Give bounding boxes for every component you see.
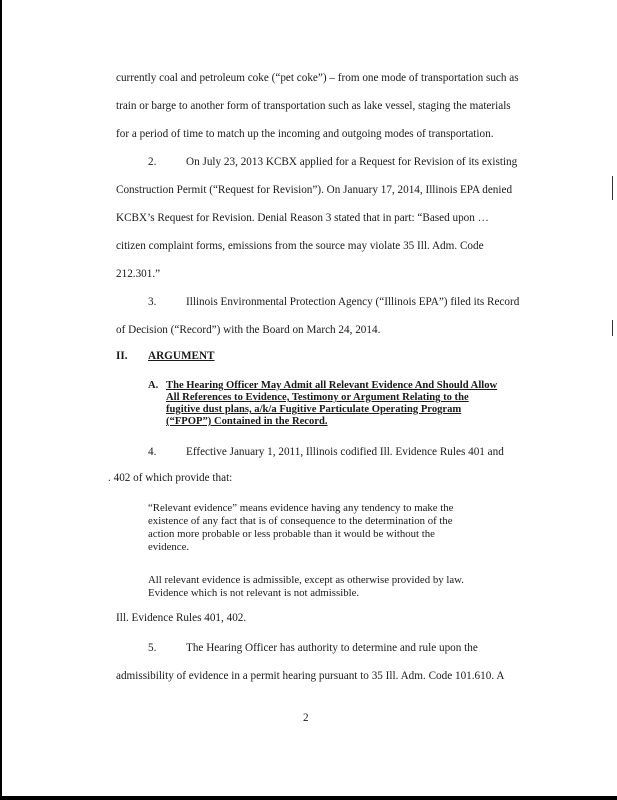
quote-line: Evidence which is not relevant is not admissible. — [148, 587, 360, 599]
subsection-letter: A. — [148, 380, 159, 391]
quote-line: evidence. — [148, 541, 190, 553]
text-line: Effective January 1, 2011, Illinois codified Ill. Evidence Rules 401 and — [186, 446, 504, 458]
quote-line: All relevant evidence is admissible, except as otherwise provided by law. — [148, 574, 464, 586]
scan-mark — [612, 176, 613, 200]
quote-line: action more probable or less probable than it would be without the — [148, 528, 435, 540]
text-line: currently coal and petroleum coke (“pet coke”) – from one mode of transportation such as — [116, 72, 519, 84]
subsection-heading-line: fugitive dust plans, a/k/a Fugitive Particulate Operating Program — [166, 404, 462, 415]
text-line: train or barge to another form of transportation such as lake vessel, staging the materials — [116, 100, 511, 112]
text-line: On July 23, 2013 KCBX applied for a Request for Revision of its existing — [186, 156, 518, 168]
text-line: The Hearing Officer has authority to determine and rule upon the — [186, 642, 478, 654]
scan-left-edge — [0, 0, 2, 800]
text-line: . 402 of which provide that: — [108, 472, 233, 484]
citation: Ill. Evidence Rules 401, 402. — [116, 612, 247, 624]
section-title: ARGUMENT — [148, 350, 215, 362]
text-line: KCBX’s Request for Revision. Denial Reason 3 stated that in part: “Based upon … — [116, 212, 489, 224]
scan-mark — [612, 320, 613, 336]
paragraph-number: 3. — [148, 296, 157, 308]
scan-bottom-edge — [0, 796, 617, 800]
text-line: for a period of time to match up the incoming and outgoing modes of transportation. — [116, 128, 494, 140]
quote-line: existence of any fact that is of consequence to the determination of the — [148, 515, 453, 527]
text-line: 212.301.” — [116, 268, 161, 280]
paragraph-number: 2. — [148, 156, 157, 168]
text-line: citizen complaint forms, emissions from the source may violate 35 Ill. Adm. Code — [116, 240, 484, 252]
page-number: 2 — [303, 712, 309, 724]
subsection-heading-line: (“FPOP”) Contained in the Record. — [166, 416, 328, 427]
quote-line: “Relevant evidence” means evidence having any tendency to make the — [148, 502, 454, 514]
text-line: of Decision (“Record”) with the Board on March 24, 2014. — [116, 324, 381, 336]
paragraph-number: 5. — [148, 642, 157, 654]
paragraph-number: 4. — [148, 446, 157, 458]
text-line: Illinois Environmental Protection Agency (“Illinois EPA”) filed its Record — [186, 296, 520, 308]
section-number: II. — [116, 350, 128, 362]
subsection-heading-line: All References to Evidence, Testimony or Argument Relating to the — [166, 392, 469, 403]
text-line: admissibility of evidence in a permit hearing pursuant to 35 Ill. Adm. Code 101.610. A — [116, 670, 505, 682]
subsection-heading-line: The Hearing Officer May Admit all Relevant Evidence And Should Allow — [166, 380, 498, 391]
text-line: Construction Permit (“Request for Revision”). On January 17, 2014, Illinois EPA denied — [116, 184, 513, 196]
